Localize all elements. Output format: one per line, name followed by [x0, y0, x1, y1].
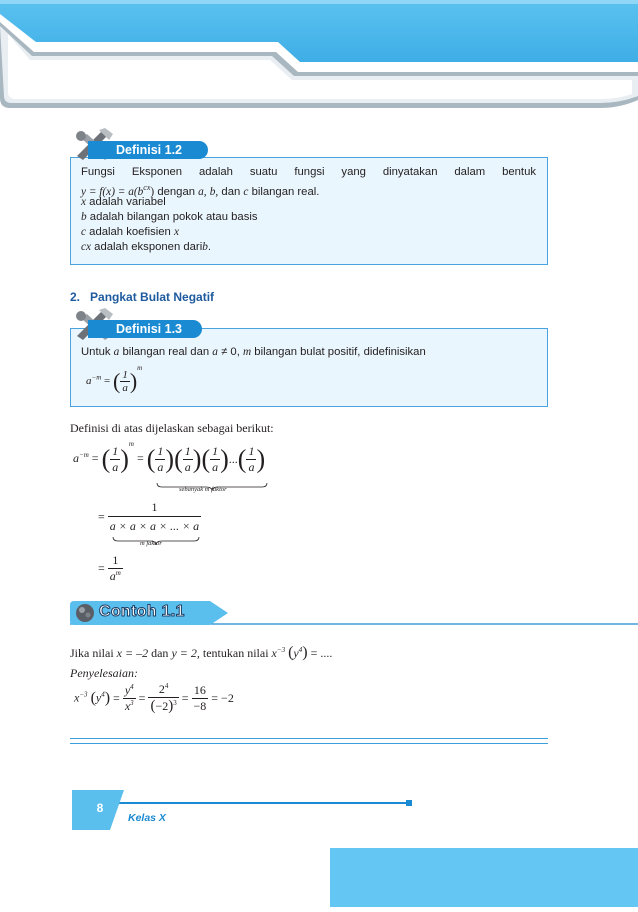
explanation-formula-2 — [98, 500, 201, 534]
power: m — [137, 364, 143, 372]
text: dengan — [157, 185, 196, 198]
paren-left: ( — [101, 444, 111, 474]
fraction — [108, 553, 123, 584]
denominator: a × a × a × ... × a — [109, 519, 200, 533]
equals: = — [98, 509, 105, 524]
fraction — [192, 683, 209, 714]
paren-left: ( — [113, 368, 121, 394]
numerator: 1 — [108, 553, 123, 569]
explanation-formula-3 — [98, 553, 123, 584]
var-a: a — [113, 346, 120, 358]
var-x: x — [173, 226, 179, 238]
paren-left: ( — [201, 444, 211, 474]
paren-left: ( — [146, 444, 156, 474]
exponent: −3 — [276, 646, 286, 654]
equals: = — [104, 375, 111, 387]
fraction — [108, 500, 201, 534]
denominator: a — [248, 459, 255, 474]
denominator: −8 — [193, 699, 207, 713]
text: bilangan real dan — [122, 346, 210, 358]
book-title: Kelas X — [128, 812, 166, 824]
var-x: x — [81, 196, 87, 208]
var-a: a — [212, 346, 218, 358]
denominator: a — [122, 381, 128, 394]
numerator: 1 — [212, 443, 219, 458]
paren-left: ( — [90, 689, 96, 707]
paren-right: ) — [220, 444, 229, 474]
exponent: 3 — [173, 699, 177, 707]
var-c: c — [243, 185, 249, 198]
text: . — [207, 241, 212, 253]
result: = −2 — [211, 691, 234, 705]
denominator: a — [157, 459, 164, 474]
numerator: 1 — [157, 443, 164, 458]
text: = .... — [310, 646, 333, 660]
paren-right: ) — [165, 444, 175, 474]
text: adalah variabel — [89, 196, 166, 208]
example-question — [70, 644, 332, 662]
underbrace — [112, 532, 200, 540]
formula-exponent: cx — [143, 183, 151, 192]
text: dan — [221, 185, 241, 198]
ellipsis: ... — [228, 451, 238, 466]
equals: = — [113, 691, 120, 705]
value-y: y = 2, — [171, 646, 200, 660]
not-equal: ≠ 0, — [221, 346, 240, 358]
exponent: −m — [91, 373, 102, 382]
exponent: −m — [79, 451, 89, 459]
formula-close: ) — [150, 185, 155, 198]
var-b: b, — [209, 185, 219, 198]
section-divider — [70, 738, 548, 744]
base: x — [74, 690, 80, 705]
denominator: a — [212, 459, 219, 474]
fraction — [210, 444, 220, 475]
exponent: −3 — [79, 690, 88, 699]
numerator: 1 — [184, 443, 191, 458]
numerator: 1 — [112, 443, 119, 458]
paren-right: ) — [104, 689, 111, 707]
var-c: c — [81, 226, 87, 238]
definition-label-1-3: Definisi 1.3 — [88, 320, 202, 338]
text: adalah koefisien — [89, 226, 171, 238]
paren-left: ( — [288, 644, 294, 661]
numerator: 1 — [108, 500, 201, 517]
denominator: a — [184, 459, 191, 474]
exponent: 3 — [130, 699, 134, 707]
fraction — [246, 444, 256, 475]
base: x — [271, 646, 277, 660]
paren-right: ) — [168, 698, 174, 714]
section-number: 2. — [70, 290, 81, 304]
numerator: 1 — [122, 368, 128, 381]
paren-left: ( — [174, 444, 183, 474]
var-a: a, — [198, 185, 207, 198]
base: −2 — [155, 699, 169, 713]
base: 2 — [158, 682, 165, 696]
text: adalah eksponen dari — [94, 241, 203, 253]
var-b: b — [202, 241, 208, 253]
definition-line-5 — [81, 225, 179, 240]
power: m — [128, 440, 134, 448]
explanation-intro: Definisi di atas dijelaskan sebagai berikut: — [70, 421, 274, 435]
paren-left: ( — [237, 444, 247, 474]
var-cx: cx — [81, 241, 92, 253]
definition-line-3 — [81, 195, 166, 210]
base: y — [293, 646, 299, 660]
var-b: b — [81, 211, 87, 223]
definition-line-6 — [81, 240, 211, 255]
denominator: a — [109, 569, 116, 583]
paren-right: ) — [192, 444, 202, 474]
base: a — [73, 451, 79, 465]
var-m: m — [242, 346, 252, 358]
numerator: 1 — [248, 443, 255, 458]
text: adalah bilangan pokok atau basis — [89, 211, 258, 223]
text: bilangan bulat positif, didefinisikan — [254, 346, 426, 358]
solution-formula — [74, 682, 234, 715]
base: a — [86, 375, 92, 387]
explanation-formula-1 — [73, 440, 265, 475]
header-band — [0, 0, 638, 112]
equals: = — [91, 451, 99, 465]
equals: = — [98, 561, 105, 575]
definition-line-4 — [81, 210, 258, 225]
text: bilangan real. — [251, 185, 320, 198]
paren-right: ) — [256, 444, 266, 474]
section-title: Pangkat Bulat Negatif — [90, 290, 215, 304]
exponent: m — [115, 569, 121, 577]
example-label: Contoh 1.1 — [99, 603, 185, 620]
equals: = — [138, 691, 146, 705]
paren-right: ) — [120, 444, 129, 474]
exponent: 4 — [164, 682, 169, 690]
text: Untuk — [81, 346, 111, 358]
exponent: 4 — [101, 690, 105, 699]
section-heading — [70, 290, 214, 304]
definition-line-1: Fungsi Eksponen adalah suatu fungsi yang dinyatakan dalam bentuk — [81, 166, 536, 178]
value-x: x = –2 — [116, 646, 149, 660]
base: x — [124, 699, 131, 713]
fraction — [123, 683, 136, 714]
numerator: 16 — [192, 683, 209, 699]
definition-1-3-text — [81, 345, 426, 360]
fraction — [120, 369, 130, 394]
fraction — [148, 682, 178, 715]
definition-1-3-formula — [86, 364, 142, 394]
definition-label-1-2: Definisi 1.2 — [88, 141, 208, 159]
product-label: m faktor — [140, 540, 162, 547]
exponent: 4 — [130, 683, 134, 691]
header-decoration — [0, 0, 638, 112]
text: dan — [151, 646, 169, 660]
equals: = — [181, 691, 189, 705]
paren-right: ) — [129, 368, 138, 394]
fraction — [183, 444, 193, 475]
paren-left: ( — [150, 698, 156, 714]
denominator: a — [112, 459, 119, 474]
example-icon — [74, 602, 96, 624]
base: y — [124, 683, 131, 697]
paren-right: ) — [302, 644, 308, 661]
base: y — [95, 690, 102, 705]
exponent: 4 — [298, 646, 303, 654]
underbrace — [156, 478, 268, 486]
text: tentukan nilai — [202, 646, 269, 660]
brace-label: sebanyak m faktor — [179, 486, 227, 493]
formula: y = f(x) = a(b — [81, 185, 144, 198]
fraction — [110, 444, 120, 475]
solution-label: Penyelesaian: — [70, 666, 138, 680]
equals: = — [136, 451, 144, 465]
page-number: 8 — [96, 801, 104, 815]
fraction — [155, 444, 165, 475]
text: Jika nilai — [70, 646, 114, 660]
